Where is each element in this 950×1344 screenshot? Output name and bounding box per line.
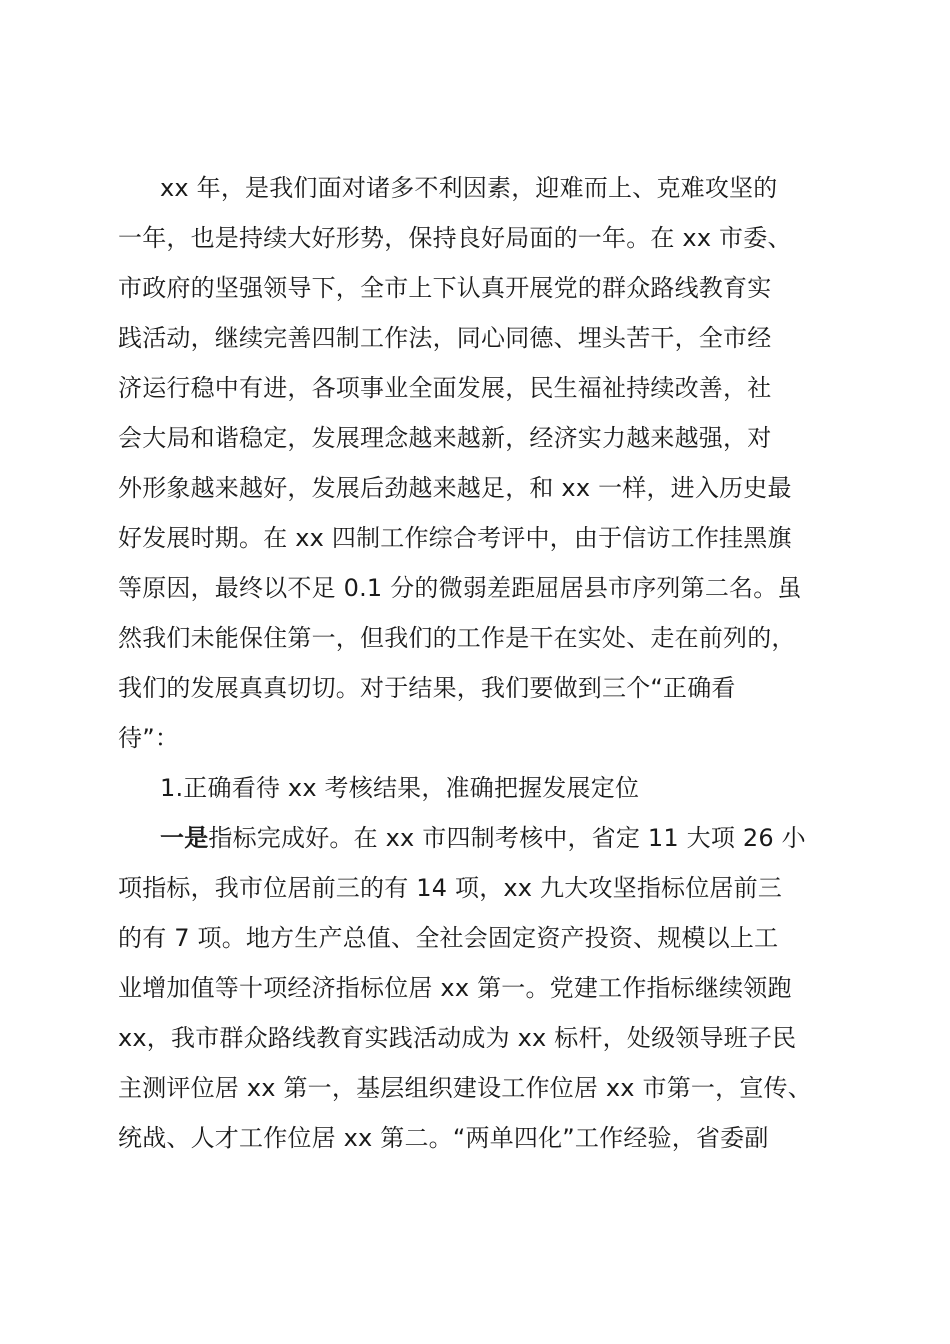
bold-prefix: 一是 — [160, 824, 209, 852]
paragraph2-line: 项指标，我市位居前三的有 14 项，xx 九大攻坚指标位居前三 — [118, 874, 783, 902]
paragraph2-line: 的有 7 项。地方生产总值、全社会固定资产投资、规模以上工 — [118, 924, 779, 952]
paragraph2-line: xx，我市群众路线教育实践活动成为 xx 标杆，处级领导班子民 — [118, 1024, 797, 1052]
paragraph2-line: 主测评位居 xx 第一，基层组织建设工作位居 xx 市第一，宣传、 — [118, 1074, 812, 1102]
paragraph1-line: 好发展时期。在 xx 四制工作综合考评中，由于信访工作挂黑旗 — [118, 524, 792, 552]
paragraph1-line: 然我们未能保住第一，但我们的工作是干在实处、走在前列的， — [118, 624, 796, 652]
paragraph1-line: 外形象越来越好，发展后劲越来越足，和 xx 一样，进入历史最 — [118, 474, 792, 502]
paragraph2-first-line — [160, 822, 880, 854]
paragraph2-line: 业增加值等十项经济指标位居 xx 第一。党建工作指标继续领跑 — [118, 974, 792, 1002]
paragraph1-line: 践活动，继续完善四制工作法，同心同德、埋头苦干，全市经 — [118, 324, 772, 352]
paragraph1-line: 市政府的坚强领导下，全市上下认真开展党的群众路线教育实 — [118, 274, 772, 302]
paragraph1-line: 一年，也是持续大好形势，保持良好局面的一年。在 xx 市委、 — [118, 224, 792, 252]
paragraph2-line: 指标完成好。在 xx 市四制考核中，省定 11 大项 26 小 — [208, 824, 806, 852]
paragraph1-line: 济运行稳中有进，各项事业全面发展，民生福祉持续改善，社 — [118, 374, 772, 402]
paragraph1-line: 待”： — [118, 724, 180, 752]
paragraph1-line: 我们的发展真真切切。对于结果，我们要做到三个“正确看 — [118, 674, 736, 702]
paragraph1-line: xx 年，是我们面对诸多不利因素，迎难而上、克难攻坚的 — [160, 174, 778, 202]
paragraph1-line: 等原因，最终以不足 0.1 分的微弱差距屈居县市序列第二名。虽 — [118, 574, 802, 602]
paragraph1-line: 会大局和谐稳定，发展理念越来越新，经济实力越来越强，对 — [118, 424, 772, 452]
section-heading: 1.正确看待 xx 考核结果，准确把握发展定位 — [160, 774, 640, 802]
paragraph2-line: 统战、人才工作位居 xx 第二。“两单四化”工作经验，省委副 — [118, 1124, 769, 1152]
